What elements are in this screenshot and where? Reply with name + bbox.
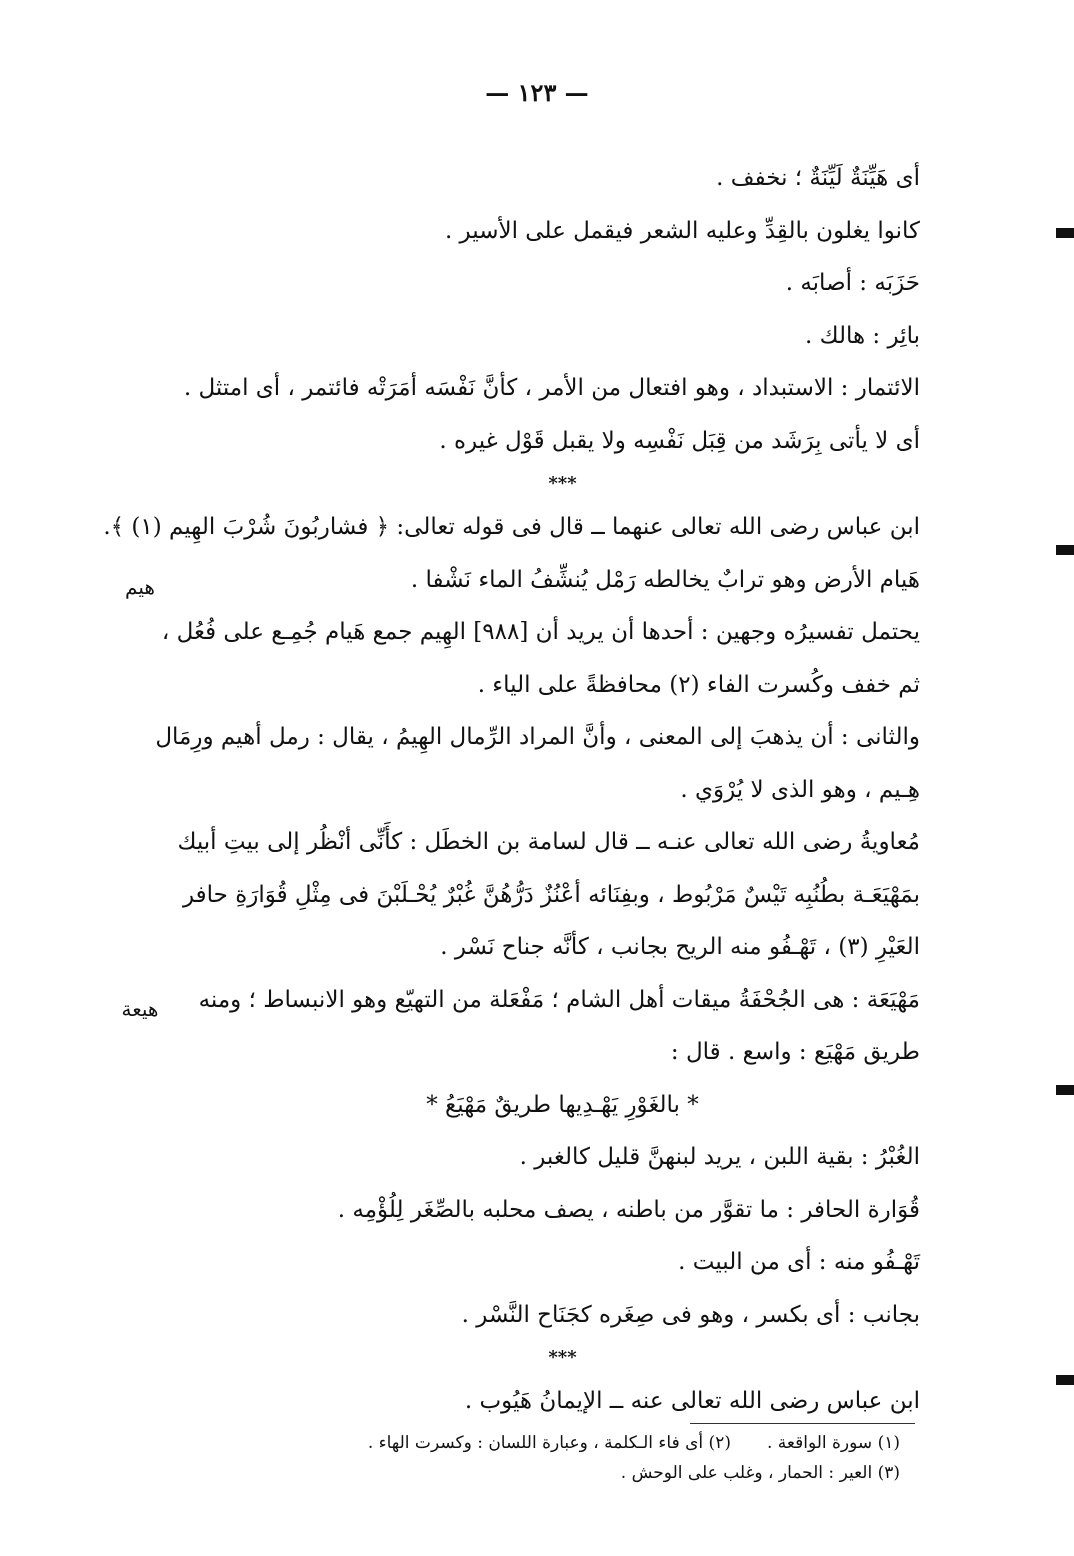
text-line-16: العَيْرِ (٣) ، تَهْـفُو منه الريح بجانب ، كأنَّه جناح نَسْر .: [440, 934, 920, 960]
body-text: [103, 152, 920, 1428]
section-separator: ***: [548, 473, 577, 494]
text-line-1: أى هَيِّنَةٌ لَيِّنَةٌ ؛ نخفف .: [716, 165, 920, 191]
text-line-11: ثم خفف وكُسرت الفاء (٢) محافظةً على الياء .: [477, 671, 920, 698]
footnote-1: (١) سورة الواقعة .: [766, 1433, 900, 1453]
margin-note-haym: هيم: [125, 575, 155, 599]
text-line-10: يحتمل تفسيرُه وجهين : أحدها أن يريد أن [٩٨٨] الهِيم جمع هَيام جُمِـع على فُعُل ،: [161, 619, 920, 645]
scan-edge-mark: [1056, 545, 1074, 555]
text-line-3: حَزَبَه : أصابَه .: [785, 270, 920, 296]
text-line-13: هِـيم ، وهو الذى لا يُرْوَي .: [680, 776, 920, 803]
footnotes: [300, 1428, 900, 1488]
text-line-9: هَيام الأرض وهو ترابٌ يخالطه رَمْل يُنشِّفُ الماء نَشْفا .: [410, 566, 920, 593]
text-line-21: قُوَارة الحافر : ما تقوَّر من باطنه ، يصف محلبه بالصِّغَر لِلُؤْمِه .: [337, 1196, 920, 1223]
text-line-8: ابن عباس رضى الله تعالى عنهما ــ قال فى قوله تعالى: ﴿ فشاربُونَ شُرْبَ الهِيم (١) ﴾.: [103, 514, 920, 540]
scan-edge-mark: [1056, 1085, 1074, 1095]
verse-line: * بالغَوْرِ يَهْـدِيها طريقٌ مَهْيَعُ *: [426, 1091, 699, 1118]
text-line-4: بائِر : هالك .: [804, 322, 920, 349]
text-line-15: بمَهْيَعَـة بطُنُبِه تَيْسٌ مَرْبُوط ، وبفِنَائه أعْنُزٌ دَرُّهُنَّ غُبْرٌ يُحْـلَبْنَ فى مِثْلِ قُوَارَةِ حافر: [182, 881, 920, 908]
text-line-20: الغُبْرُ : بقية اللبن ، يريد لبنهنَّ قليل كالغبر .: [519, 1144, 920, 1170]
footnote-3: (٣) العير : الحمار ، وغلب على الوحش .: [620, 1463, 900, 1483]
text-line-14: مُعاويةُ رضى الله تعالى عنـه ــ قال لسامة بن الخطَل : كأَنِّى أنْظُر إلى بيتِ أبيك: [177, 829, 920, 855]
text-line-25: ابن عباس رضى الله تعالى عنه ــ الإيمانُ هَيُوب .: [464, 1388, 920, 1414]
text-line-17: مَهْيَعَة : هى الجُحْفَةُ ميقات أهل الشام ؛ مَفْعَلة من التهيّع وهو الانبساط ؛ ومنه: [198, 986, 920, 1013]
text-line-18: طريق مَهْيَع : واسع . قال :: [670, 1039, 920, 1065]
text-line-5: الائتمار : الاستبداد ، وهو افتعال من الأمر ، كأنَّ نَفْسَه أمَرَتْه فائتمر ، أى امتثل .: [183, 375, 920, 401]
scan-edge-mark: [1056, 228, 1074, 238]
text-line-6: أى لا يأتى بِرَشَد من قِبَل نَفْسِه ولا يقبل قَوْل غيره .: [439, 427, 920, 454]
scan-edge-mark: [1056, 1375, 1074, 1385]
footnote-2: (٢) أى فاء الـكلمة ، وعبارة اللسان : وكسرت الهاء .: [367, 1433, 731, 1453]
footnote-rule: [690, 1423, 915, 1424]
text-line-12: والثانى : أن يذهبَ إلى المعنى ، وأنَّ المراد الرِّمال الهِيمُ ، يقال : رمل أهيم ورِمَال: [155, 724, 920, 750]
text-line-2: كانوا يغلون بالقِدِّ وعليه الشعر فيقمل على الأسير .: [444, 217, 920, 244]
text-line-22: تَهْـفُو منه : أى من البيت .: [678, 1249, 920, 1275]
text-line-23: بجانب : أى بكسر ، وهو فى صِغَره كجَنَاح النَّسْر .: [461, 1301, 920, 1328]
footnote-line-1: [300, 1428, 900, 1458]
margin-note-hay-a: هيعة: [121, 997, 159, 1021]
section-separator: ***: [548, 1347, 577, 1368]
page-number: — ١٢٣ —: [485, 78, 589, 107]
